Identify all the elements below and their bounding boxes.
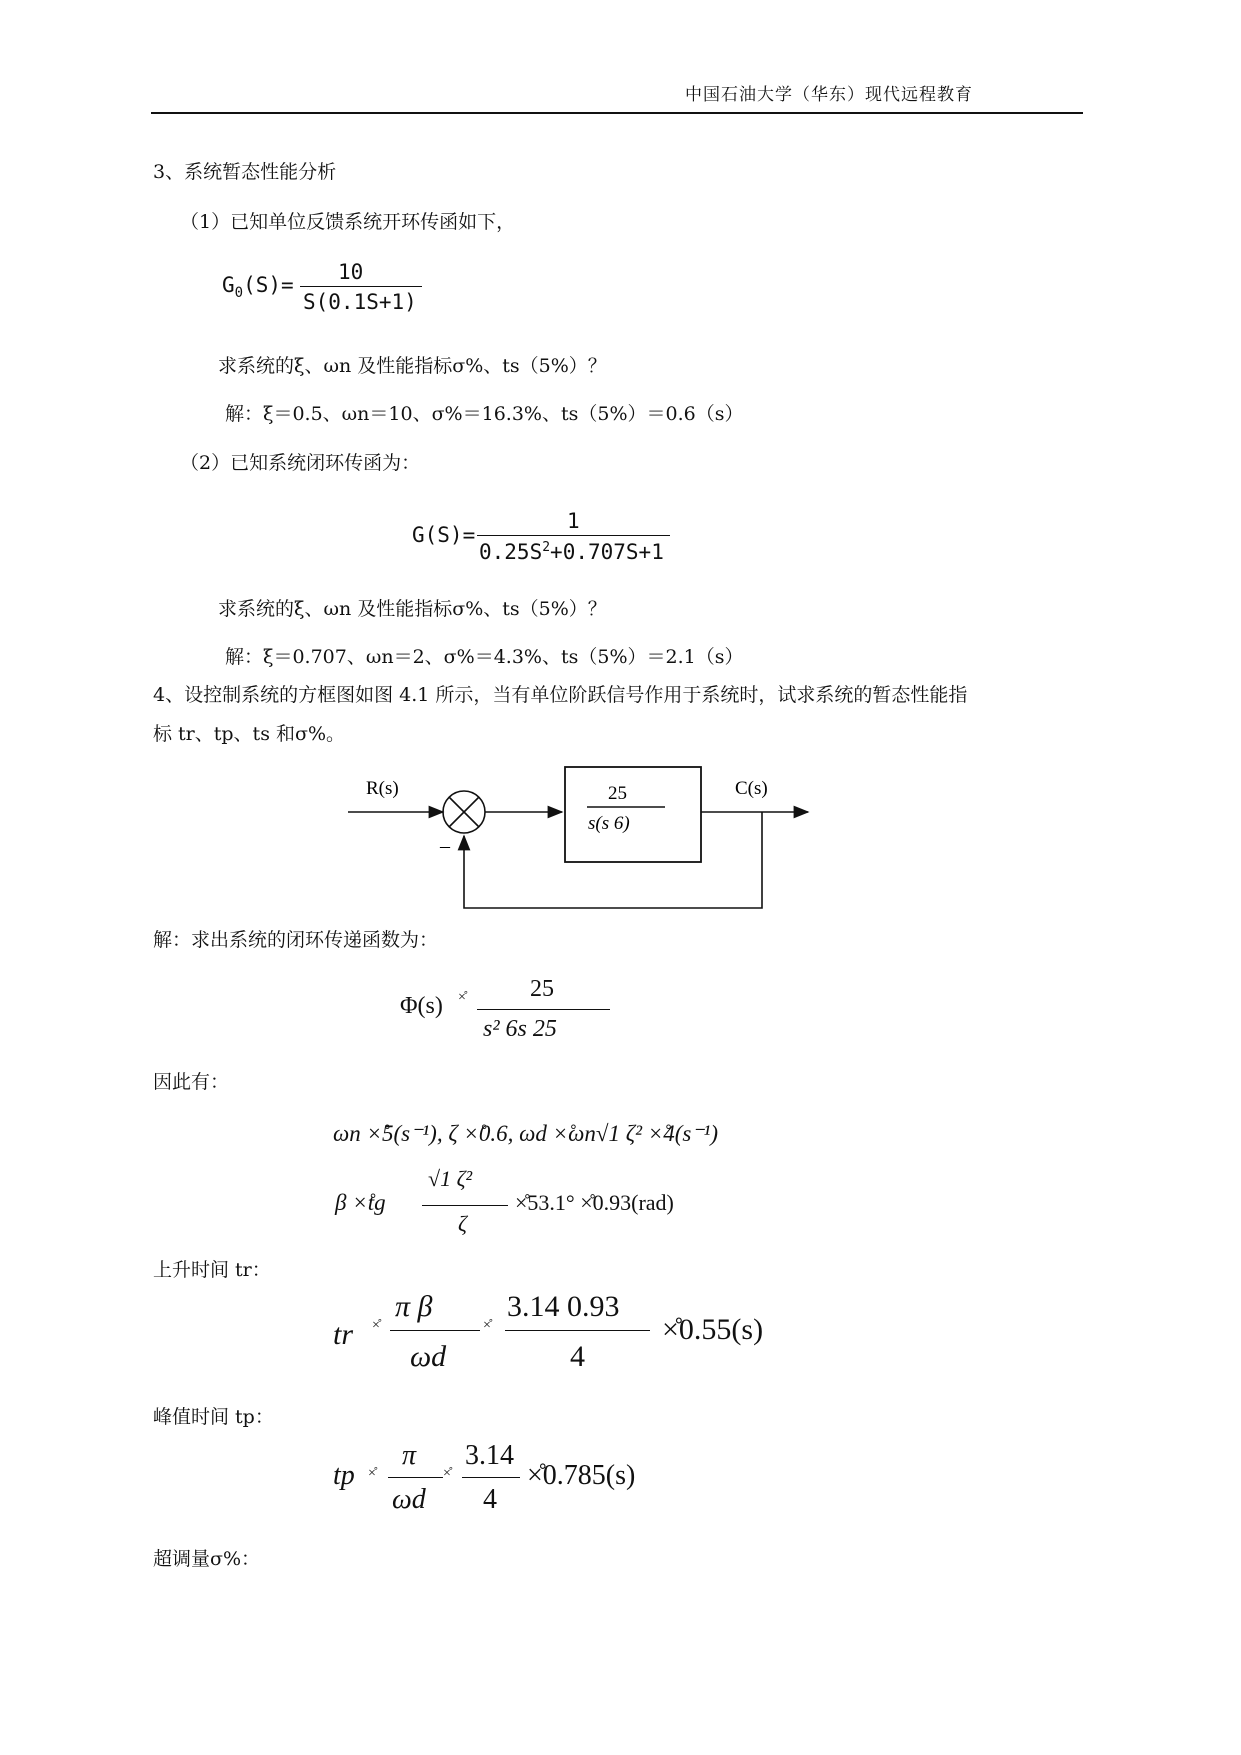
- diagram-output-label: C(s): [735, 778, 768, 799]
- page-header-title: 中国石油大学（华东）现代远程教育: [685, 85, 973, 105]
- tp-fraction-bar-2: [462, 1477, 520, 1478]
- tr-den1: ωd: [410, 1340, 447, 1373]
- formula-g0-lhs-rest: (S)=: [243, 273, 294, 297]
- summing-junction: [443, 791, 485, 833]
- q1-label: （1）已知单位反馈系统开环传函如下，: [180, 211, 516, 233]
- tr-lhs: tr: [333, 1318, 354, 1351]
- formula-g-fraction-bar: [477, 535, 670, 536]
- phi-fraction-bar: [477, 1009, 610, 1010]
- phi-lhs: Φ(s): [400, 993, 443, 1019]
- tr-num2: 3.14 0.93: [507, 1290, 620, 1323]
- formula-g-den-b: +0.707S+1: [550, 540, 664, 564]
- peak-time-label: 峰值时间 tp：: [153, 1406, 274, 1428]
- transfer-block: [565, 767, 701, 862]
- section-4-line2: 标 tr、tp、ts 和σ%。: [153, 723, 346, 745]
- q1-answer: 解：ξ＝0.5、ωn＝10、σ%＝16.3%、ts（5%）＝0.6（s）: [225, 403, 744, 425]
- formula-g0-sub: 0: [234, 285, 244, 302]
- solution-intro: 解：求出系统的闭环传递函数为：: [153, 929, 439, 951]
- document-page: 中国石油大学（华东）现代远程教育 3、系统暂态性能分析 （1）已知单位反馈系统开环传函如下， $G_0(S)=$ 10 S(0.1S+1) 求系统的ξ、ωn 及性能指标σ%、ts（5%）？ 解：ξ＝0.5、ωn＝10、σ%＝16.3%、ts（5%）＝0.6（s） （2）已知系统闭环传函为： G(S)= 1 $0.25S^2+0.707S+1$ 求系统的ξ、ωn 及性能指标σ%、ts（5%）？ 解：ξ＝0.707、ωn＝2、σ%＝4.3%、ts（5%）＝2.1（s） 4、设控制系统的方框图如图 4.1 所示，当有单位阶跃信号作用于系统时，试求系统的暂态性能指 标 tr、tp、ts 和σ%。 R(s) – 25 s(s 6) C(s) 解：求出系统的闭环传递函数为： Φ(s) ×̊ 25 s² 6s 25 因此有： ωn ×̊5(s⁻¹), ζ ×̊0.6, ωd ×̊ωn√1 ζ² ×̊4(s⁻¹) β ×̊tg √1 ζ² ζ ×̊53.1° ×̊0.93(rad) 上升时间 tr： tr ×̊ π β ωd ×̊ 3.14 0.93 4 ×̊0.55(s) 峰值时间 tp： tp ×̊ π ωd ×̊ 3.14 4 ×̊0.785(s) 超调量σ%：: [0, 0, 1241, 1755]
- phi-num: 25: [530, 976, 554, 1002]
- beta-den: ζ: [458, 1211, 467, 1236]
- q2-label: （2）已知系统闭环传函为：: [180, 452, 421, 474]
- tp-num1: π: [402, 1440, 417, 1471]
- formula-g-den-sup: 2: [542, 540, 551, 555]
- rise-time-label: 上升时间 tr：: [153, 1259, 271, 1281]
- tp-den2: 4: [483, 1484, 497, 1515]
- therefore-label: 因此有：: [153, 1071, 230, 1093]
- beta-fraction-bar: [422, 1205, 508, 1206]
- q2-question: 求系统的ξ、ωn 及性能指标σ%、ts（5%）？: [218, 598, 607, 620]
- formula-g0-fraction-bar: [300, 286, 422, 287]
- tr-num1: π β: [395, 1290, 433, 1323]
- tr-fraction-bar-1: [390, 1330, 480, 1331]
- diagram-input-label: R(s): [366, 778, 399, 799]
- block-diagram: [340, 760, 820, 920]
- q1-question: 求系统的ξ、ωn 及性能指标σ%、ts（5%）？: [218, 355, 607, 377]
- header-rule: [151, 112, 1083, 114]
- phi-eq: ×̊: [458, 990, 466, 1005]
- beta-rhs: ×̊53.1° ×̊0.93(rad): [515, 1190, 674, 1215]
- omega-equation: ωn ×̊5(s⁻¹), ζ ×̊0.6, ωd ×̊ωn√1 ζ² ×̊4(s⁻¹): [333, 1121, 719, 1146]
- formula-g-den-a: 0.25S: [479, 540, 543, 564]
- diagram-minus-sign: –: [440, 835, 450, 857]
- tr-den2: 4: [570, 1340, 585, 1373]
- section-4-line1: 4、设控制系统的方框图如图 4.1 所示，当有单位阶跃信号作用于系统时，试求系统的暂态性能指: [153, 684, 968, 706]
- tr-result: ×̊0.55(s): [662, 1313, 764, 1346]
- tp-lhs: tp: [333, 1460, 355, 1491]
- formula-g0-num: 10: [338, 260, 364, 284]
- block-numerator: 25: [608, 783, 627, 804]
- phi-den: s² 6s 25: [483, 1016, 557, 1042]
- beta-lhs: β ×̊tg: [335, 1190, 386, 1215]
- q2-answer: 解：ξ＝0.707、ωn＝2、σ%＝4.3%、ts（5%）＝2.1（s）: [225, 646, 744, 668]
- overshoot-label: 超调量σ%：: [153, 1548, 261, 1570]
- tp-num2: 3.14: [465, 1440, 514, 1471]
- formula-g0-den: S(0.1S+1): [303, 290, 417, 314]
- tp-den1: ωd: [392, 1484, 426, 1515]
- tr-fraction-bar-2: [505, 1330, 650, 1331]
- formula-g-lhs: G(S)=: [412, 523, 476, 547]
- section-3-title: 3、系统暂态性能分析: [153, 161, 337, 183]
- block-denominator: s(s 6): [588, 813, 630, 834]
- tp-fraction-bar-1: [388, 1477, 443, 1478]
- formula-g-num: 1: [567, 509, 580, 533]
- formula-g0-lhs: G: [222, 273, 235, 297]
- beta-num: √1 ζ²: [428, 1166, 473, 1191]
- tp-result: ×̊0.785(s): [527, 1460, 636, 1491]
